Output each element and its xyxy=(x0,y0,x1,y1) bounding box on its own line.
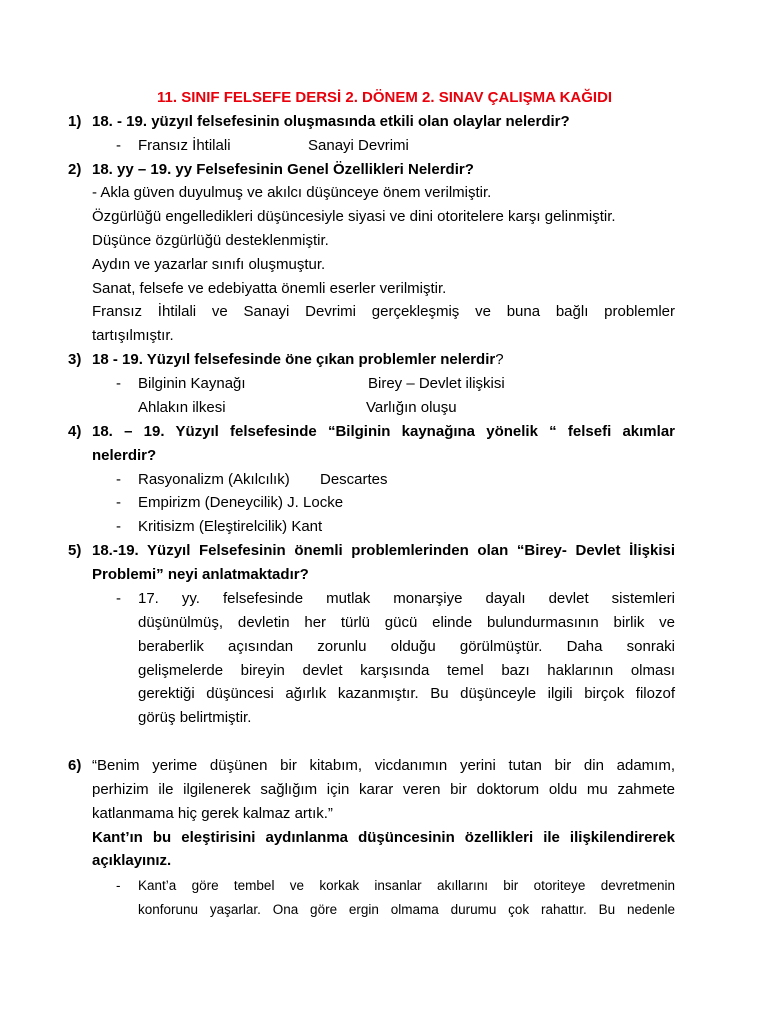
q6-quote-line-1: “Benim yerime düşünen bir kitabım, vicdanımın yerini tutan bir din adamım, xyxy=(92,757,675,774)
q3-bullet: - xyxy=(116,375,121,392)
question-3-body: 18 - 19. Yüzyıl felsefesinde öne çıkan problemler nelerdir xyxy=(92,351,496,368)
question-5-number: 5) xyxy=(68,542,82,559)
q5-bullet: - xyxy=(116,590,121,607)
q6-answer-line-1: Kant’a göre tembel ve korkak insanlar akıllarını bir otoriteye devretmenin xyxy=(138,878,675,893)
question-4-number: 4) xyxy=(68,423,82,440)
q4-bullet-3: - xyxy=(116,518,121,535)
q3-item-1: Bilginin Kaynağı xyxy=(138,375,246,392)
q3-item-4: Varlığın oluşu xyxy=(366,399,457,416)
question-3-number: 3) xyxy=(68,351,82,368)
q4-bullet-2: - xyxy=(116,494,121,511)
q2-answer-line-5: Sanat, felsefe ve edebiyatta önemli eserler verilmiştir. xyxy=(92,280,447,297)
question-6-text-line-2: açıklayınız. xyxy=(92,852,172,869)
q5-answer-line-6: görüş belirtmiştir. xyxy=(138,709,252,726)
q4-item-3-name: Kritisizm (Eleştirelcilik) Kant xyxy=(138,518,323,535)
q1-bullet: - xyxy=(116,137,121,154)
q4-item-1-person: Descartes xyxy=(320,471,388,488)
question-5-text-line-2: Problemi” neyi anlatmaktadır? xyxy=(92,566,309,583)
q5-answer-line-1: 17. yy. felsefesinde mutlak monarşiye dayalı devlet sistemleri xyxy=(138,590,675,607)
q5-answer-line-5: gerektiği düşüncesi ağırlık kazanmıştır. Bu düşünceyle ilgili birçok filozof xyxy=(138,685,675,702)
q1-item-2: Sanayi Devrimi xyxy=(308,137,409,154)
q2-answer-line-6: Fransız İhtilali ve Sanayi Devrimi gerçekleşmiş ve buna bağlı problemler xyxy=(92,303,675,320)
q2-answer-line-1: - Akla güven duyulmuş ve akılcı düşünceye önem verilmiştir. xyxy=(92,184,492,201)
question-3-text xyxy=(92,350,504,369)
q6-quote-line-2: perhizim ile ilgilenerek sağlığım için karar veren bir doktorum oldu mu zahmete xyxy=(92,781,675,798)
question-6-text-line-1: Kant’ın bu eleştirisini aydınlanma düşüncesinin özellikleri ile ilişkilendirerek xyxy=(92,829,675,846)
question-6-number: 6) xyxy=(68,757,82,774)
question-2-text: 18. yy – 19. yy Felsefesinin Genel Özellikleri Nelerdir? xyxy=(92,161,474,178)
q3-item-2: Birey – Devlet ilişkisi xyxy=(368,375,505,392)
q2-answer-line-7: tartışılmıştır. xyxy=(92,327,174,344)
page-title: 11. SINIF FELSEFE DERSİ 2. DÖNEM 2. SINAV ÇALIŞMA KAĞIDI xyxy=(157,89,613,106)
q5-answer-line-4: gelişmelerde bireyin devlet karşısında temel bazı haklarının olması xyxy=(138,662,675,679)
q5-answer-line-2: düşünülmüş, devletin her türlü gücü elinde bulundurmasının birlik ve xyxy=(138,614,675,631)
q6-answer-line-2: konforunu yaşarlar. Ona göre ergin olmama durumu çok rahattır. Bu nedenle xyxy=(138,902,675,917)
q4-item-2-name: Empirizm (Deneycilik) J. Locke xyxy=(138,494,344,511)
q1-item-1: Fransız İhtilali xyxy=(138,137,231,154)
question-1-text: 18. - 19. yüzyıl felsefesinin oluşmasında etkili olan olaylar nelerdir? xyxy=(92,113,570,130)
question-4-text-line-2: nelerdir? xyxy=(92,447,157,464)
q2-answer-line-2: Özgürlüğü engelledikleri düşüncesiyle siyasi ve dini otoritelere karşı gelinmiştir. xyxy=(92,208,616,225)
question-2-number: 2) xyxy=(68,161,82,178)
q2-answer-line-3: Düşünce özgürlüğü desteklenmiştir. xyxy=(92,232,329,249)
q2-answer-line-4: Aydın ve yazarlar sınıfı oluşmuştur. xyxy=(92,256,326,273)
q5-answer-line-3: beraberlik açısından zorunlu olduğu görülmüştür. Daha sonraki xyxy=(138,638,675,655)
q3-item-3: Ahlakın ilkesi xyxy=(138,399,226,416)
q6-quote-line-3: katlanmama hiç gerek kalmaz artık.” xyxy=(92,805,333,822)
question-3-mark: ? xyxy=(495,351,504,368)
q4-item-1-name: Rasyonalizm (Akılcılık) xyxy=(138,471,290,488)
question-5-text-line-1: 18.-19. Yüzyıl Felsefesinin önemli problemlerinden olan “Birey- Devlet İlişkisi xyxy=(92,542,675,559)
q4-bullet-1: - xyxy=(116,471,121,488)
question-4-text-line-1: 18. – 19. Yüzyıl felsefesinde “Bilginin kaynağına yönelik “ felsefi akımlar xyxy=(92,423,675,440)
q6-bullet: - xyxy=(116,878,121,893)
question-1-number: 1) xyxy=(68,113,82,130)
